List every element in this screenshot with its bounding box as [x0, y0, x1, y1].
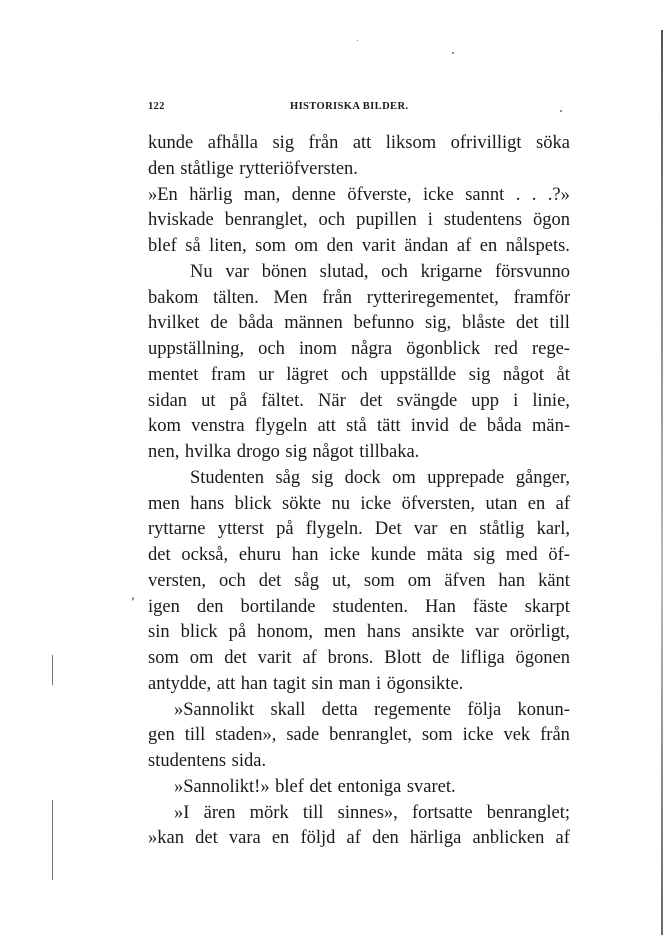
text-line: mentet fram ur lägret och uppställde sig något åt [148, 364, 570, 385]
page-edge-shadow [661, 30, 663, 935]
text-line: hviskade benranglet, och pupillen i studentens ögon [148, 210, 570, 231]
text-line: »En härlig man, denne öfverste, icke sannt . . .?» [148, 184, 570, 205]
speck [560, 110, 562, 112]
text-line: som om det varit af brons. Blott de lifliga ögonen [148, 648, 570, 668]
text-line: Nu var bönen slutad, och krigarne försvunno [190, 261, 570, 282]
text-line: »Sannolikt!» blef det entoniga svaret. [174, 776, 456, 797]
text-line: »Sannolikt skall detta regemente följa konun- [174, 699, 570, 720]
text-line: uppställning, och inom några ögonblick red rege- [148, 339, 570, 359]
text-line: studentens sida. [148, 751, 267, 771]
margin-tick-icon: ‚ [131, 588, 135, 602]
running-title: HISTORISKA BILDER. [290, 101, 409, 112]
text-line: men hans blick sökte nu icke öfversten, utan en af [148, 493, 570, 514]
text-line: kunde afhålla sig från att liksom ofrivilligt söka [148, 133, 570, 153]
text-line: sidan ut på fältet. När det svängde upp i linie, [148, 390, 570, 411]
text-line: gen till staden», sade benranglet, som icke vek från [148, 725, 570, 746]
text-line: hvilket de båda männen befunno sig, blåste det till [148, 313, 570, 334]
page-number: 122 [148, 101, 165, 112]
text-line: blef så liten, som om den varit ändan af en nålspets. [148, 236, 570, 256]
text-line: ryttarne ytterst på flygeln. Det var en ståtlig karl, [148, 519, 570, 540]
text-line: sin blick på honom, men hans ansikte var orörligt, [148, 622, 570, 643]
text-line: versten, och det såg ut, som om äfven han känt [148, 570, 570, 591]
body-text [148, 131, 570, 852]
speck [357, 40, 358, 41]
page-header [148, 101, 568, 119]
left-margin-mark [52, 655, 53, 685]
text-line: antydde, att han tagit sin man i ögonsikte. [148, 673, 464, 694]
text-line: kom venstra flygeln att stå tätt invid de båda män- [148, 416, 570, 437]
text-line: »I ären mörk till sinnes», fortsatte benranglet; [174, 802, 570, 823]
text-line: bakom tälten. Men från rytteriregementet, framför [148, 287, 570, 308]
text-line: den ståtlige rytteriöfversten. [148, 158, 358, 179]
text-line: nen, hvilka drogo sig något tillbaka. [148, 442, 420, 462]
text-line: Studenten såg sig dock om upprepade gånger, [190, 467, 570, 488]
speck [452, 52, 454, 54]
text-line: det också, ehuru han icke kunde mäta sig med öf- [148, 545, 570, 565]
left-margin-mark [52, 800, 53, 880]
text-line: »kan det vara en följd af den härliga anblicken af [148, 828, 570, 849]
text-line: igen den bortilande studenten. Han fäste skarpt [148, 596, 570, 617]
